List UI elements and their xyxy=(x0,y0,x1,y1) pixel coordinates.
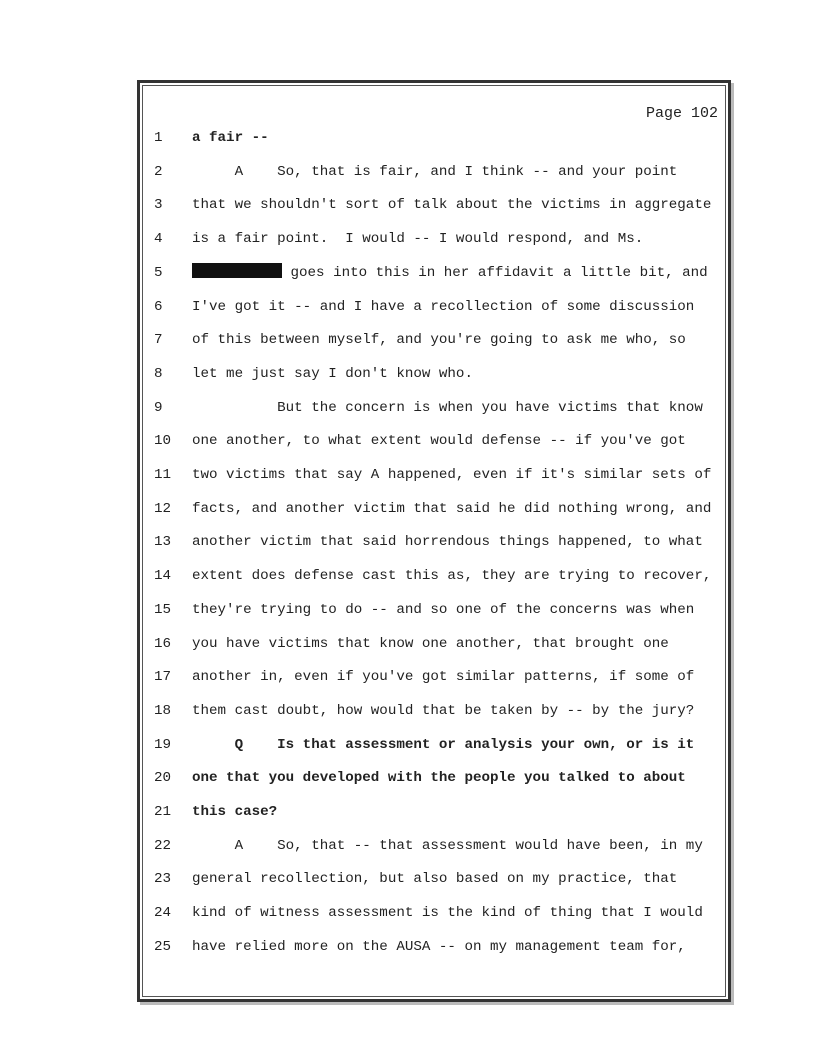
line-text xyxy=(192,499,711,519)
line-number: 12 xyxy=(154,500,172,517)
transcript-line xyxy=(140,398,720,418)
transcript-line xyxy=(140,364,720,384)
transcript-line xyxy=(140,229,720,249)
line-content: kind of witness assessment is the kind of thing that I would xyxy=(192,905,703,922)
line-number: 2 xyxy=(154,163,163,180)
line-content: a fair -- xyxy=(192,130,269,146)
line-text xyxy=(192,398,703,418)
line-content: extent does defense cast this as, they are trying to recover, xyxy=(192,568,712,585)
line-content: facts, and another victim that said he did nothing wrong, and xyxy=(192,500,712,517)
transcript-line xyxy=(140,869,720,889)
transcript-line xyxy=(140,128,720,148)
transcript-line xyxy=(140,162,720,182)
line-text xyxy=(192,768,686,788)
line-text xyxy=(192,735,694,755)
line-number: 25 xyxy=(154,938,172,955)
transcript-line xyxy=(140,195,720,215)
line-text xyxy=(192,330,686,350)
line-content: them cast doubt, how would that be taken by -- by the jury? xyxy=(192,702,695,719)
transcript-line xyxy=(140,330,720,350)
transcript-line xyxy=(140,667,720,687)
line-number: 24 xyxy=(154,905,172,922)
transcript-line xyxy=(140,499,720,519)
transcript-line xyxy=(140,465,720,485)
line-number: 6 xyxy=(154,298,163,315)
line-content: another victim that said horrendous things happened, to what xyxy=(192,534,703,551)
transcript-line xyxy=(140,634,720,654)
transcript-line xyxy=(140,431,720,451)
transcript-line xyxy=(140,532,720,552)
line-text xyxy=(192,297,694,317)
redaction-block xyxy=(192,263,282,278)
line-text xyxy=(192,701,694,721)
line-text xyxy=(192,195,711,215)
line-text xyxy=(192,634,669,654)
line-number: 7 xyxy=(154,332,163,349)
line-number: 10 xyxy=(154,433,172,450)
transcript-line xyxy=(140,735,720,755)
transcript-line xyxy=(140,802,720,822)
line-text xyxy=(192,128,269,148)
line-content: have relied more on the AUSA -- on my management team for, xyxy=(192,938,686,955)
line-number: 1 xyxy=(154,130,163,146)
line-text xyxy=(192,566,711,586)
line-text xyxy=(192,364,473,384)
line-number: 18 xyxy=(154,702,172,719)
line-text xyxy=(192,229,643,249)
line-content: two victims that say A happened, even if it's similar sets of xyxy=(192,467,712,483)
transcript-line xyxy=(140,768,720,788)
line-number: 21 xyxy=(154,804,172,820)
line-number: 17 xyxy=(154,669,172,686)
transcript-line xyxy=(140,937,720,957)
line-number: 11 xyxy=(154,467,172,483)
transcript-line xyxy=(140,903,720,923)
line-content: is a fair point. I would -- I would respond, and Ms. xyxy=(192,231,644,248)
line-content: goes into this in her affidavit a little bit, and xyxy=(282,264,708,281)
line-content: A So, that is fair, and I think -- and your point xyxy=(192,163,678,180)
line-text xyxy=(192,162,677,182)
line-text xyxy=(192,903,703,923)
line-content: one another, to what extent would defense -- if you've got xyxy=(192,433,686,450)
line-content: I've got it -- and I have a recollection of some discussion xyxy=(192,298,695,315)
line-number: 19 xyxy=(154,736,172,753)
line-number: 3 xyxy=(154,197,163,214)
line-text xyxy=(192,532,703,552)
line-text xyxy=(192,431,686,451)
line-text xyxy=(192,802,277,822)
line-content: you have victims that know one another, that brought one xyxy=(192,635,669,652)
line-text xyxy=(192,600,694,620)
transcript-line xyxy=(140,836,720,856)
line-content: they're trying to do -- and so one of the concerns was when xyxy=(192,601,695,618)
line-number: 16 xyxy=(154,635,172,652)
line-number: 15 xyxy=(154,601,172,618)
line-content: of this between myself, and you're going to ask me who, so xyxy=(192,332,686,349)
line-text xyxy=(192,836,703,856)
line-content: that we shouldn't sort of talk about the victims in aggregate xyxy=(192,197,712,214)
line-number: 14 xyxy=(154,568,172,585)
line-text xyxy=(192,667,694,687)
line-content: But the concern is when you have victims that know xyxy=(192,399,703,416)
page-number: Page 102 xyxy=(645,105,718,122)
line-number: 4 xyxy=(154,231,163,248)
line-content: this case? xyxy=(192,804,278,820)
line-text xyxy=(192,263,708,283)
transcript-line xyxy=(140,263,720,283)
line-text xyxy=(192,869,677,889)
line-number: 13 xyxy=(154,534,172,551)
line-number: 9 xyxy=(154,399,163,416)
transcript-page-frame xyxy=(137,80,731,1002)
transcript-line xyxy=(140,297,720,317)
transcript-line xyxy=(140,566,720,586)
transcript-line xyxy=(140,600,720,620)
line-content: another in, even if you've got similar patterns, if some of xyxy=(192,669,695,686)
line-text xyxy=(192,937,686,957)
line-number: 8 xyxy=(154,365,163,382)
line-content: A So, that -- that assessment would have been, in my xyxy=(192,837,703,854)
line-content: one that you developed with the people you talked to about xyxy=(192,770,686,787)
line-text xyxy=(192,465,711,485)
line-number: 23 xyxy=(154,871,172,888)
line-content: general recollection, but also based on my practice, that xyxy=(192,871,678,888)
line-number: 20 xyxy=(154,770,172,787)
line-number: 5 xyxy=(154,264,163,281)
line-content: Q Is that assessment or analysis your own, or is it xyxy=(192,736,695,753)
transcript-line xyxy=(140,701,720,721)
line-content: let me just say I don't know who. xyxy=(192,365,473,382)
line-number: 22 xyxy=(154,837,172,854)
